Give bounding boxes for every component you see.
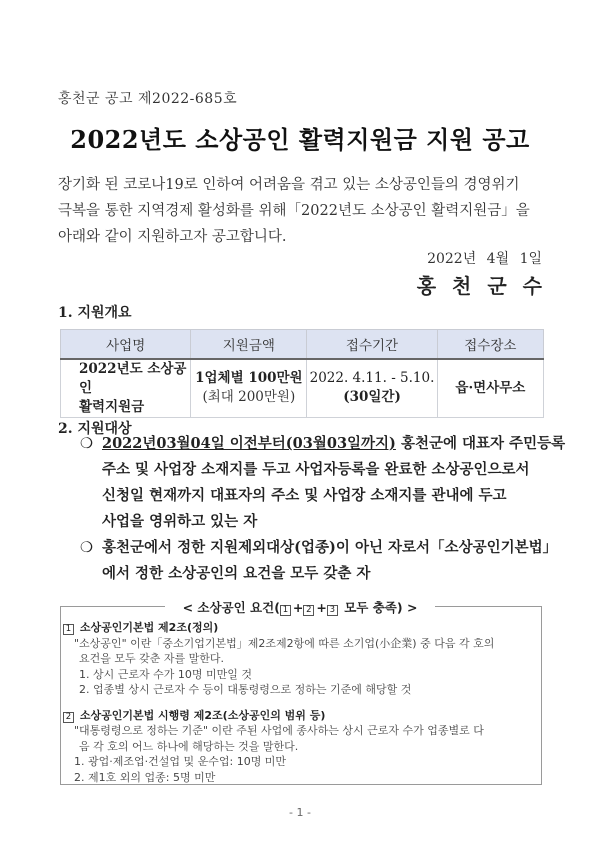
- boxed-number-2-icon: 2: [63, 712, 74, 723]
- circle-bullet-icon: ❍: [80, 436, 93, 452]
- requirement-text: "소상공인" 이란「중소기업기본법」제2조제2항에 따른 소기업(小企業) 중 다음 각 호의: [74, 636, 495, 650]
- boxed-number-1-icon: 1: [63, 624, 74, 635]
- boxed-number-3-icon: 3: [327, 605, 338, 616]
- intro-paragraph: [58, 172, 546, 250]
- column-header: 지원금액: [191, 330, 307, 359]
- boxed-number-2-icon: 2: [303, 605, 314, 616]
- business-name-line: 2022년도 소상공인: [79, 360, 187, 396]
- announcement-date: 2022년 4월 1일: [427, 251, 542, 267]
- eligibility-item: [80, 431, 566, 535]
- column-header: 사업명: [61, 330, 191, 359]
- page-number: - 1 -: [289, 806, 311, 819]
- period-value: 2022. 4.11. - 5.10.: [309, 370, 435, 386]
- requirement-text: 요건을 모두 갖춘 자를 말한다.: [79, 652, 224, 665]
- circle-bullet-icon: ❍: [80, 540, 93, 556]
- requirement-heading: 1 소상공인기본법 제2조(정의): [63, 620, 539, 636]
- requirement-list-item: 2. 업종별 상시 근로자 수 등이 대통령령으로 정하는 기준에 해당할 것: [79, 683, 412, 696]
- overview-table: [60, 329, 544, 418]
- requirements-title: < 소상공인 요건( 1 + 2 + 3 모두 충족) >: [0, 598, 600, 616]
- amount-value: 1업체별 100만원: [195, 370, 303, 386]
- section-heading-eligibility: 2. 지원대상: [58, 421, 132, 437]
- intro-line: 아래와 같이 지원하고자 공고합니다.: [58, 229, 287, 245]
- requirement-list-item: 1. 상시 근로자 수가 10명 미만일 것: [79, 667, 252, 681]
- requirement-list-item: 2. 제1호 외의 업종: 5명 미만: [74, 770, 216, 784]
- column-header: 접수기간: [307, 330, 437, 359]
- eligibility-text: 에서 정한 소상공인의 요건을 모두 갖춘 자: [102, 565, 371, 582]
- requirements-title-suffix: 모두 충족) >: [339, 600, 418, 615]
- eligibility-text: 홍천군에 대표자 주민등록: [395, 435, 566, 452]
- cell-period: [307, 359, 437, 418]
- table-row: [61, 359, 544, 418]
- requirements-title-prefix: < 소상공인 요건(: [182, 600, 280, 615]
- page-title: 2022년도 소상공인 활력지원금 지원 공고: [70, 125, 530, 154]
- intro-line: 극복을 통한 지역경제 활성화를 위해「2022년도 소상공인 활력지원금」을: [58, 203, 530, 219]
- amount-note: (최대 200만원): [202, 389, 296, 405]
- eligibility-text: 홍천군에서 정한 지원제외대상(업종)이 아닌 자로서「소상공인기본법」: [102, 539, 558, 556]
- column-header: 접수장소: [437, 330, 543, 359]
- cell-amount: [191, 359, 307, 418]
- requirement-text: "대통령령으로 정하는 기준" 이란 주된 사업에 종사하는 상시 근로자 수가 업종별로 다: [74, 724, 484, 737]
- eligibility-text: 사업을 영위하고 있는 자: [102, 513, 258, 530]
- cell-place: 읍·면사무소: [437, 359, 543, 418]
- business-name-line: 활력지원금: [79, 398, 145, 415]
- cell-business-name: [61, 359, 191, 418]
- boxed-number-1-icon: 1: [280, 605, 291, 616]
- eligibility-text: 신청일 현재까지 대표자의 주소 및 사업장 소재지를 관내에 두고: [102, 487, 507, 504]
- table-header-row: [61, 330, 544, 359]
- section-heading-overview: 1. 지원개요: [58, 305, 132, 321]
- requirement-list-item: 1. 광업·제조업·건설업 및 운수업: 10명 미만: [74, 755, 287, 768]
- period-note: (30일간): [343, 389, 401, 405]
- requirements-content: [63, 620, 539, 785]
- eligibility-text: 주소 및 사업장 소재지를 두고 사업자등록을 완료한 소상공인으로서: [102, 461, 530, 478]
- eligibility-date-range: 2022년03월04일 이전부터(03월03일까지): [102, 435, 396, 452]
- signer: 홍천군수: [416, 274, 558, 298]
- intro-line: 장기화 된 코로나19로 인하여 어려움을 겪고 있는 소상공인들의 경영위기: [58, 177, 520, 193]
- requirement-heading: 2 소상공인기본법 시행령 제2조(소상공인의 범위 등): [63, 708, 539, 724]
- eligibility-item: [80, 535, 558, 587]
- requirement-text: 음 각 호의 어느 하나에 해당하는 것을 말한다.: [79, 739, 299, 753]
- notice-number: 홍천군 공고 제2022-685호: [58, 91, 238, 107]
